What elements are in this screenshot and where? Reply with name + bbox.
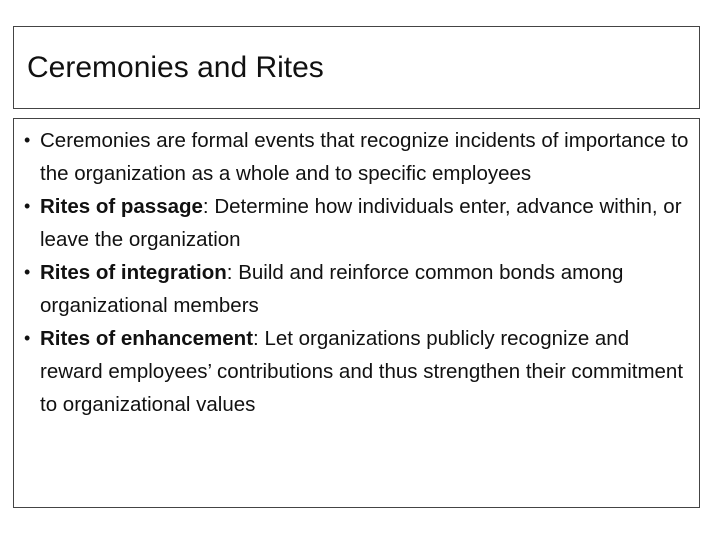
bullet-rites-of-integration [24,256,691,322]
bullet-term: Rites of passage [40,195,203,218]
bullet-icon: • [24,130,31,150]
bullet-icon: • [24,328,31,348]
bullet-list [24,124,691,421]
bullet-text: Determine how individuals enter, advance within, or leave the organization [40,195,682,251]
bullet-icon: • [24,196,31,216]
bullet-text: Build and reinforce common bonds among organizational members [40,261,624,317]
bullet-icon: • [24,262,31,282]
bullet-separator: : [202,195,215,218]
bullet-term: Rites of integration [40,261,227,284]
title-placeholder [13,26,700,109]
bullet-term: Rites of enhancement [40,327,254,350]
bullet-ceremonies [24,124,691,190]
bullet-separator: : [253,327,265,350]
bullet-text: Let organizations publicly recognize and reward employees’ contributions and thus strengthen their commitment to organizational values [40,327,684,416]
bullet-rites-of-enhancement [24,322,691,421]
bullet-text: Ceremonies are formal events that recognize incidents of importance to the organization as a whole and to specific employees [40,129,689,185]
content-placeholder [13,118,700,508]
bullet-separator: : [226,261,239,284]
slide-title: Ceremonies and Rites [27,50,324,84]
bullet-rites-of-passage [24,190,691,256]
